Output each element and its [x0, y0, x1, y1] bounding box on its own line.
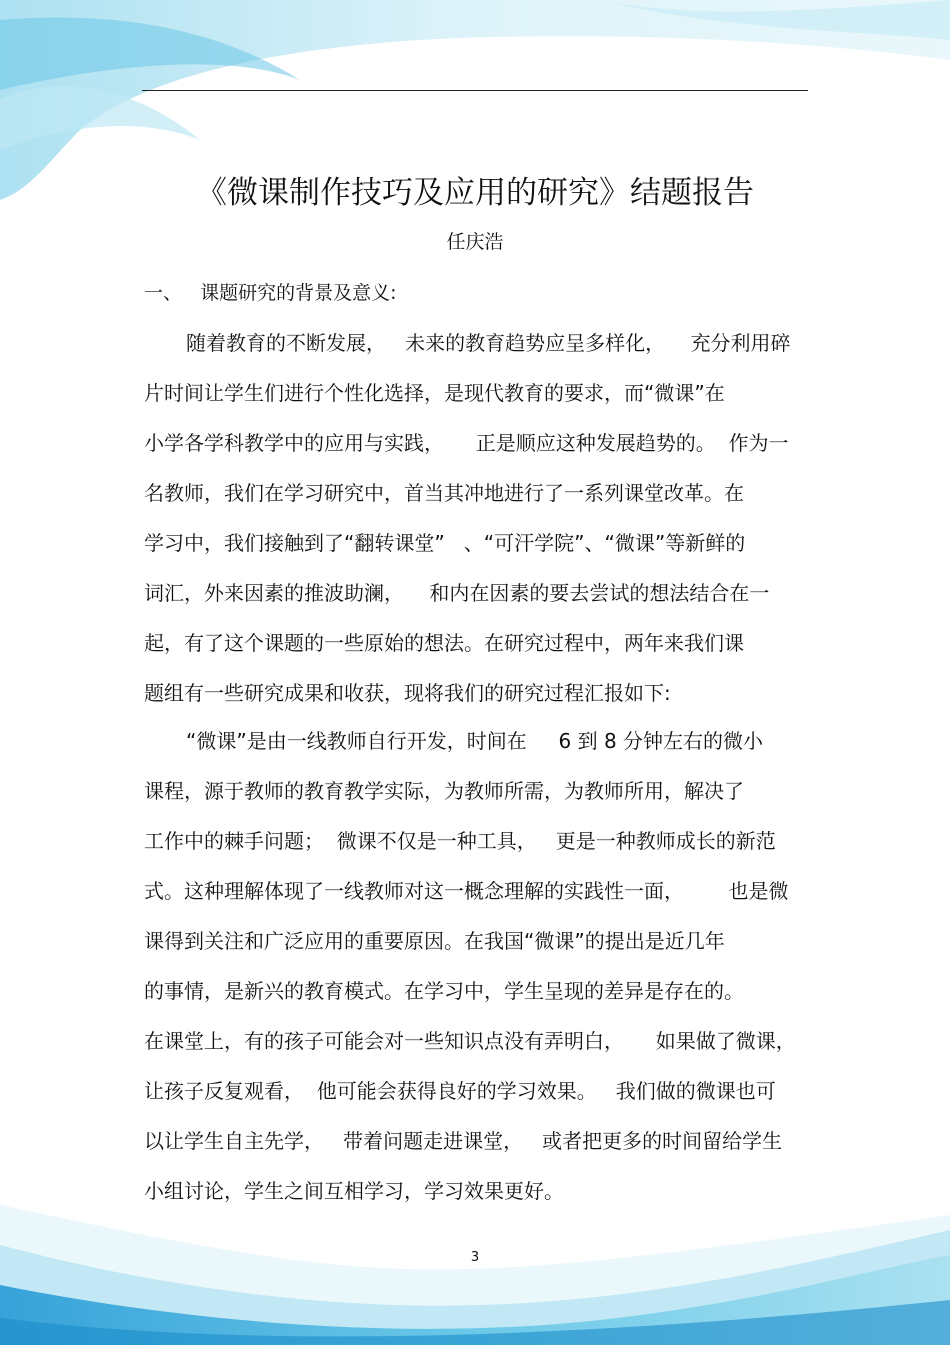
paragraph-line: 式。这种理解体现了一线教师对这一概念理解的实践性一面， 也是微 — [144, 879, 789, 903]
paragraph-line: 工作中的棘手问题； 微课不仅是一种工具， 更是一种教师成长的新范 — [144, 829, 776, 853]
paragraph-line: 名教师，我们在学习研究中，首当其冲地进行了一系列课堂改革。在 — [144, 481, 744, 505]
paragraph-line: 题组有一些研究成果和收获，现将我们的研究过程汇报如下: — [144, 681, 671, 705]
paragraph-line: 随着教育的不断发展， 未来的教育趋势应呈多样化， 充分利用碎 — [186, 331, 791, 355]
paragraph-line: 片时间让学生们进行个性化选择，是现代教育的要求，而“微课”在 — [144, 381, 725, 405]
paragraph-background — [144, 318, 791, 718]
paragraph-line: 以让学生自主先学， 带着问题走进课堂， 或者把更多的时间留给学生 — [144, 1129, 783, 1153]
header-rule — [142, 90, 808, 91]
document-title: 《微课制作技巧及应用的研究》结题报告 — [196, 175, 754, 211]
paragraph-line: “微课”是由一线教师自行开发，时间在 6 到 8 分钟左右的微小 — [186, 729, 764, 753]
paragraph-line: 课得到关注和广泛应用的重要原因。在我国“微课”的提出是近几年 — [144, 929, 725, 953]
document-author: 任庆浩 — [446, 231, 504, 253]
paragraph-line: 课程，源于教师的教育教学实际，为教师所需，为教师所用，解决了 — [144, 779, 744, 803]
section-heading: 一、 课题研究的背景及意义: — [144, 282, 397, 304]
paragraph-line: 词汇，外来因素的推波助澜， 和内在因素的要去尝试的想法结合在一 — [144, 581, 770, 605]
paragraph-micro-course-definition — [144, 716, 796, 1216]
paragraph-line: 小组讨论，学生之间互相学习，学习效果更好。 — [144, 1179, 564, 1203]
page-number: 3 — [470, 1250, 480, 1265]
paragraph-line: 学习中，我们接触到了“翻转课堂” 、“可汗学院”、“微课”等新鲜的 — [144, 531, 746, 555]
paragraph-line: 小学各学科教学中的应用与实践， 正是顺应这种发展趋势的。 作为一 — [144, 431, 789, 455]
paragraph-line: 起，有了这个课题的一些原始的想法。在研究过程中，两年来我们课 — [144, 631, 744, 655]
paragraph-line: 让孩子反复观看， 他可能会获得良好的学习效果。 我们做的微课也可 — [144, 1079, 776, 1103]
paragraph-line: 的事情，是新兴的教育模式。在学习中，学生呈现的差异是存在的。 — [144, 979, 744, 1003]
paragraph-line: 在课堂上，有的孩子可能会对一些知识点没有弄明白， 如果做了微课， — [144, 1029, 796, 1053]
